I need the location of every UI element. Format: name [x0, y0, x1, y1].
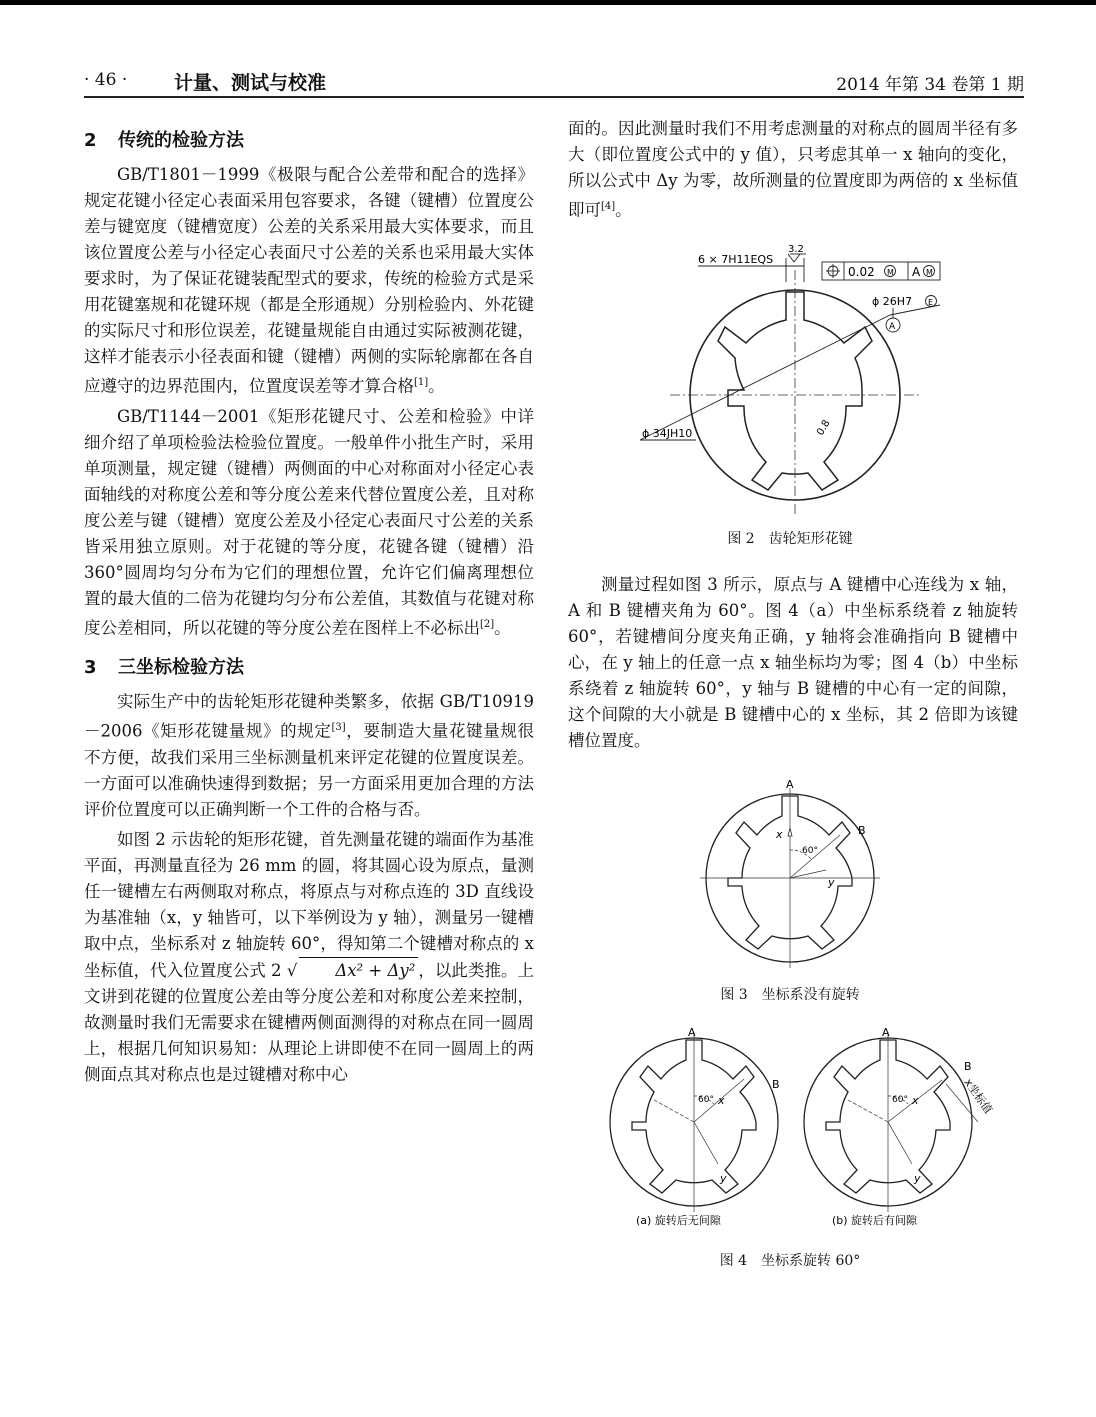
label-x: x — [912, 1094, 919, 1107]
datum-ref: A — [912, 265, 921, 279]
paragraph-text: GB/T1801－1999《极限与配合公差带和配合的选择》规定花键小径定心表面采用包容要求，各键（键槽）位置度公差与键宽度（键槽宽度）公差的关系采用最大实体要求，而且该位置度公差与小径定心表面尺寸公差的关系也采用最大实体要求时，为了保证花键装配型式的要求，传统的检验方式是采用花键塞规和花键环规（都是全形通规）分别检验内、外花键的实际尺寸和形位误差，花键量规能自由通过实际被测花键，这样才能表示小径表面和键（键槽）两侧的实际轮廓都在各自应遵守的边界范围内，位置度误差等才算合格 — [84, 165, 534, 396]
coordinate-note: x坐标值 — [961, 1076, 995, 1117]
journal-title: 计量、测试与校准 — [174, 72, 327, 94]
subcaption-b: (b) 旋转后有间隙 — [832, 1214, 918, 1227]
label-b: B — [858, 824, 866, 837]
paragraph — [568, 116, 1018, 224]
paragraph-text: 实际生产中的齿轮矩形花键种类繁多，依据 GB/T10919－2006《矩形花键量规》的规定 — [84, 692, 534, 741]
figure-4a — [610, 1026, 780, 1227]
label-x: x — [718, 1094, 725, 1107]
mmc-label: M — [887, 268, 894, 277]
left-column — [84, 128, 534, 1092]
y-axis-arrow — [790, 870, 826, 878]
diameter-34-label: ϕ 34JH10 — [642, 427, 693, 440]
right-column-top — [568, 116, 1018, 228]
citation[interactable]: [1] — [414, 377, 429, 388]
label-angle: 60° — [698, 1095, 714, 1105]
figure-2-spline-drawing — [610, 240, 970, 516]
label-a: A — [786, 778, 794, 791]
paragraph-text: 测量过程如图 3 所示，原点与 A 键槽中心连线为 x 轴，A 和 B 键槽夹角为 60°。图 4（a）中坐标系绕着 z 轴旋转 60°，若键槽间分度夹角正确，y 轴将会准确指向 B 键槽中心，在 y 轴上的任意一点 x 轴坐标均为零；图 4（b）中坐标系绕着 z 轴旋转 60°，y 轴与 B 键槽的中心有一定的间隙，这个间隙的大小就是 B 键槽中心的 x 坐标，其 2 倍即为该键槽位置度。 — [568, 575, 1018, 750]
page-header — [84, 62, 1024, 98]
figure-3-coordinate-diagram — [700, 778, 880, 968]
position-formula: √ Δx² + Δy² — [287, 961, 419, 980]
section-number: 2 — [84, 130, 97, 151]
label-b: B — [772, 1078, 780, 1091]
page-number: · 46 · — [84, 70, 128, 90]
diameter-34-leader — [640, 315, 890, 440]
citation[interactable]: [4] — [601, 201, 616, 212]
label-a: A — [882, 1026, 890, 1039]
x-arrow-icon — [788, 828, 792, 836]
figure-2-caption: 图 2 齿轮矩形花键 — [727, 531, 853, 547]
section-title: 传统的检验方法 — [118, 130, 244, 151]
paragraph-text: 面的。因此测量时我们不用考虑测量的对称点的圆周半径有多大（即位置度公式中的 y 值），只考虑其单一 x 轴向的变化，所以公式中 Δy 为零，故所测量的位置度即为两倍的 x 坐标值即可 — [568, 119, 1018, 220]
roughness-label: 3.2 — [788, 244, 804, 255]
tolerance-value: 0.02 — [848, 265, 875, 279]
paragraph — [84, 689, 534, 823]
roughness-08-label: 0.8 — [815, 418, 833, 438]
figure-4-rotated-coordinates — [598, 1022, 1010, 1234]
label-x: x — [776, 828, 783, 841]
section-number: 3 — [84, 657, 97, 678]
rotated-x-axis — [848, 1100, 888, 1122]
section-2-heading — [84, 128, 534, 154]
envelope-label: E — [928, 298, 934, 307]
figure-4b — [804, 1026, 996, 1227]
datum-label: A — [889, 322, 896, 332]
label-y: y — [720, 1172, 727, 1185]
issue-info: 2014 年第 34 卷第 1 期 — [836, 75, 1024, 95]
rotated-y-axis — [694, 1122, 718, 1164]
paragraph — [84, 162, 534, 400]
paragraph — [84, 404, 534, 642]
spline-label: 6 × 7H11EQS — [698, 253, 774, 266]
section-3-heading — [84, 655, 534, 681]
formula-radicand: Δx² + Δy² — [299, 957, 418, 984]
top-rule — [0, 0, 1096, 5]
paragraph-text: 如图 2 示齿轮的矩形花键，首先测量花键的端面作为基准平面，再测量直径为 26 mm 的圆，将其圆心设为原点，量测任一键槽左右两侧取对称点，将原点与对称点连的 3D 直线设为基准轴（x，y 轴皆可，以下举例设为 y 轴），测量另一键槽取中点，坐标系对 z 轴旋转 60°，得知第二个键槽对称点的 x 坐标值，代入位置度公式 2 — [84, 829, 534, 980]
paragraph-text: ，以此类推。上文讲到花键的位置度公差由等分度公差和对称度公差来控制，故测量时我们无需要求在键槽两侧面测得的对称点在同一圆周上，根据几何知识易知：从理论上讲即使不在同一圆周上的两侧面点其对称点也是过键槽对称中心 — [84, 960, 535, 1084]
paragraph — [568, 572, 1018, 754]
mmc-label: M — [926, 268, 933, 277]
paragraph-text: ，要制造大量花键量规很不方便，故我们采用三坐标测量机来评定花键的位置度误差。一方面可以准确快速得到数据；另一方面采用更加合理的方法评价位置度可以正确判断一个工件的合格与否。 — [84, 721, 534, 819]
label-a: A — [688, 1026, 696, 1039]
label-angle: 60° — [892, 1095, 908, 1105]
roughness-symbol-icon — [788, 254, 800, 262]
label-y: y — [828, 876, 835, 889]
rotated-y-axis — [888, 1122, 912, 1164]
paragraph-text: 。 — [428, 376, 445, 396]
label-angle: 60° — [802, 846, 818, 856]
paragraph-text: 。 — [615, 200, 632, 220]
figure-3-caption: 图 3 坐标系没有旋转 — [720, 987, 860, 1003]
paragraph-text: 。 — [494, 618, 511, 637]
subcaption-a: (a) 旋转后无间隙 — [636, 1214, 721, 1227]
paragraph-text: GB/T1144－2001《矩形花键尺寸、公差和检验》中详细介绍了单项检验法检验位置度。一般单件小批生产时，采用单项测量，规定键（键槽）两侧面的中心对称面对小径定心表面轴线的对称度公差和等分度公差来代替位置度公差，且对称度公差与键（键槽）宽度公差及小径定心表面尺寸公差的关系皆采用独立原则。对于花键的等分度，花键各键（键槽）沿 360°圆周均匀分布为它们的理想位置，允许它们偏离理想位置的最大值的二倍为花键均匀分布公差值，其数值与花键对称度公差相同，所以花键的等分度公差在图样上不必标出 — [84, 406, 534, 637]
paragraph — [84, 827, 534, 1088]
label-b: B — [964, 1060, 972, 1073]
diameter-26-label: ϕ 26H7 — [872, 295, 913, 308]
citation[interactable]: [3] — [331, 722, 346, 733]
label-y: y — [914, 1172, 921, 1185]
citation[interactable]: [2] — [480, 618, 495, 630]
right-column-middle — [568, 572, 1018, 758]
b-radial-line — [790, 835, 840, 878]
figure-4-caption: 图 4 坐标系旋转 60° — [719, 1253, 861, 1269]
rotated-x-axis — [654, 1100, 694, 1122]
section-title: 三坐标检验方法 — [118, 657, 244, 678]
